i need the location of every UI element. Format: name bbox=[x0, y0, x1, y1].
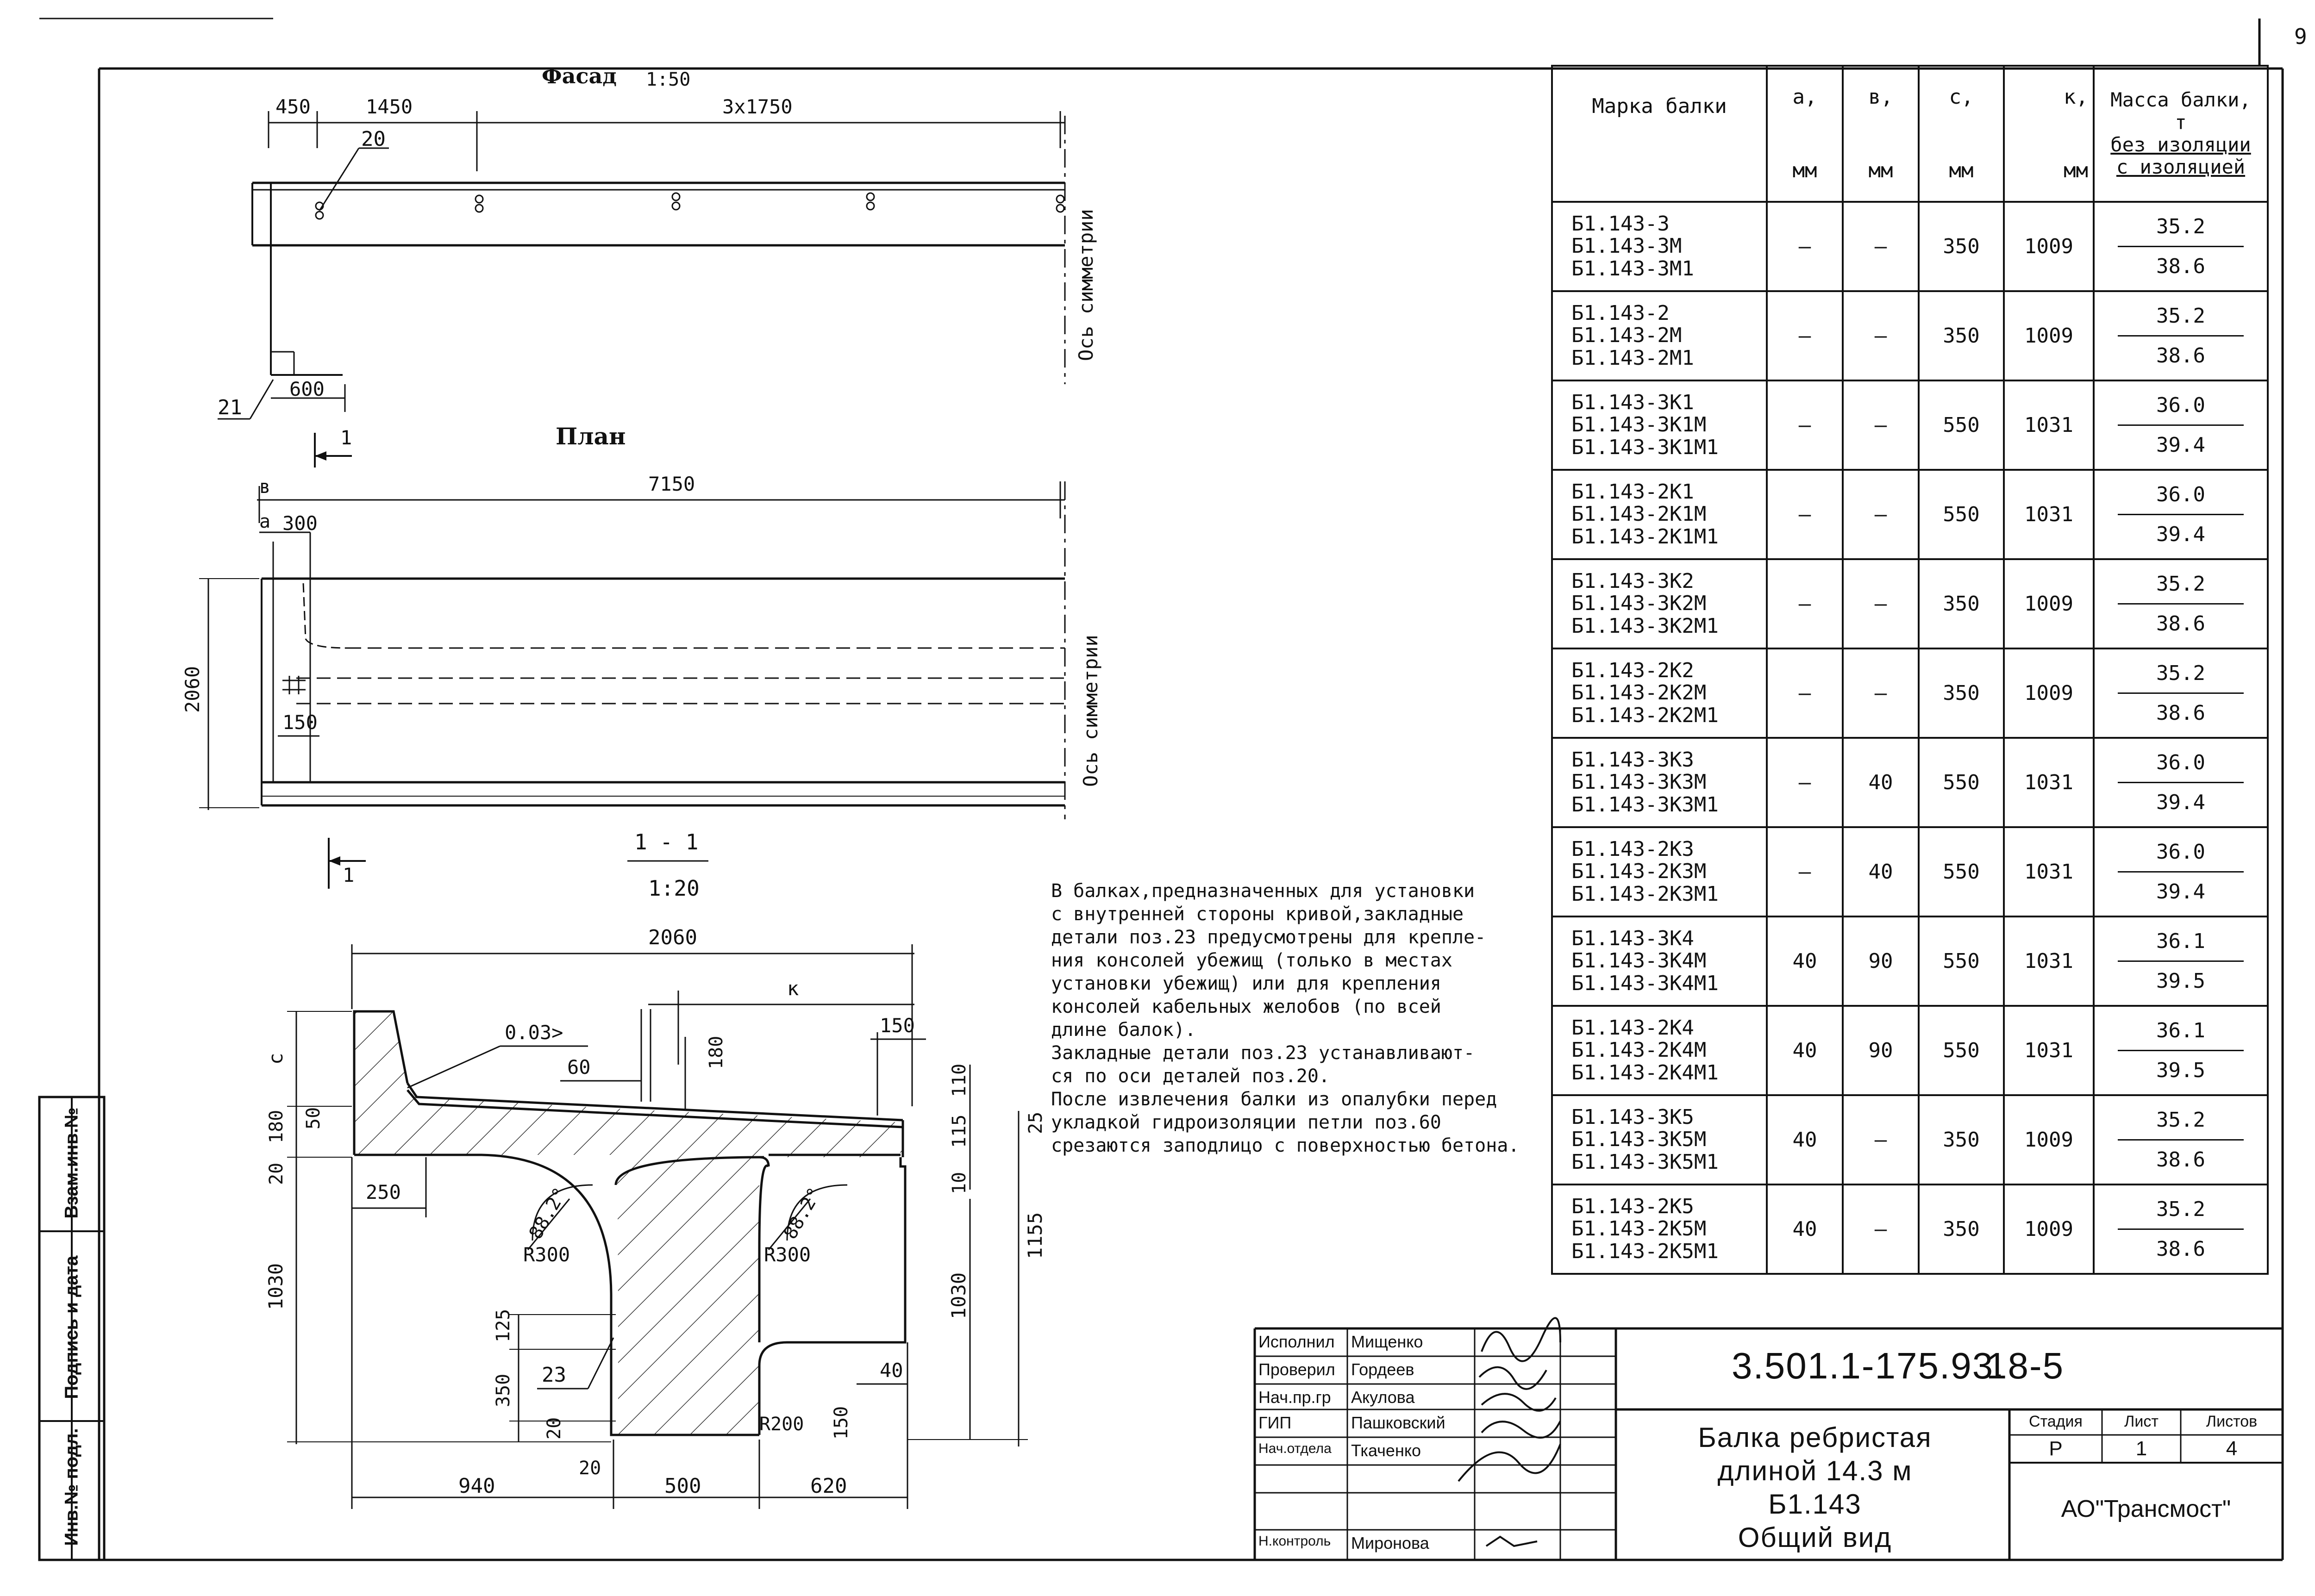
table-row bbox=[1552, 380, 2268, 470]
beam-mark: Б1.143-2М1 bbox=[1571, 346, 1694, 370]
cell-marks bbox=[1552, 291, 1767, 380]
beam-mark: Б1.143-3К3М1 bbox=[1571, 792, 1719, 817]
header-mark: Марка балки bbox=[1552, 66, 1767, 202]
table-row bbox=[1552, 291, 2268, 380]
tb-stage-label: Стадия bbox=[2029, 1413, 2083, 1430]
cell-c: 350 bbox=[1919, 648, 2004, 738]
facade-callout-20: 20 bbox=[361, 127, 386, 151]
mass-with-insulation: 38.6 bbox=[2156, 612, 2205, 636]
mass-without-insulation: 36.1 bbox=[2118, 929, 2244, 962]
tb-role-6: Н.контроль bbox=[1258, 1534, 1331, 1549]
beam-mark: Б1.143-2К3 bbox=[1571, 837, 1694, 861]
cell-mass bbox=[2094, 916, 2268, 1006]
section-dim-500: 500 bbox=[664, 1474, 701, 1498]
beam-mark: Б1.143-2К4М bbox=[1571, 1038, 1707, 1062]
beam-mark: Б1.143-2М bbox=[1571, 324, 1682, 348]
section-dim-125: 125 bbox=[493, 1309, 514, 1342]
header-mass-l3: без изоляции bbox=[2110, 133, 2251, 156]
cell-k: 1031 bbox=[2004, 380, 2094, 470]
cell-mass bbox=[2094, 1095, 2268, 1185]
section-radius-2: R300 bbox=[764, 1243, 811, 1266]
cell-b: — bbox=[1843, 1185, 1919, 1274]
section-dim-k: к bbox=[787, 977, 799, 1000]
header-a bbox=[1767, 66, 1843, 202]
header-a-label: а, bbox=[1792, 85, 1817, 109]
section-radius-200: R200 bbox=[759, 1414, 804, 1435]
tb-name-2: Акулова bbox=[1351, 1388, 1415, 1407]
cell-mass bbox=[2094, 202, 2268, 291]
cell-k: 1031 bbox=[2004, 470, 2094, 559]
tb-title-l4: Общий вид bbox=[1738, 1522, 1892, 1553]
cell-k: 1009 bbox=[2004, 648, 2094, 738]
header-mass-l4: с изоляцией bbox=[2116, 156, 2246, 179]
plan-section-mark: 1 bbox=[343, 864, 355, 886]
beam-mark: Б1.143-3К1М1 bbox=[1571, 435, 1719, 459]
beam-mark: Б1.143-3М1 bbox=[1571, 256, 1694, 281]
tb-role-3: ГИП bbox=[1258, 1413, 1292, 1432]
cell-b: — bbox=[1843, 559, 1919, 648]
tb-name-0: Мищенко bbox=[1351, 1332, 1423, 1351]
table-row bbox=[1552, 470, 2268, 559]
section-dim-180: 180 bbox=[706, 1035, 727, 1069]
cell-mass bbox=[2094, 738, 2268, 827]
cell-b: — bbox=[1843, 202, 1919, 291]
section-slope: 0.03> bbox=[505, 1021, 563, 1044]
tb-sheet-value: 1 bbox=[2135, 1437, 2147, 1460]
section-dim-1155: 1155 bbox=[1024, 1212, 1046, 1259]
table-row bbox=[1552, 202, 2268, 291]
tb-sheets-value: 4 bbox=[2226, 1437, 2238, 1460]
cell-b: 90 bbox=[1843, 1006, 1919, 1095]
facade-dim-600: 600 bbox=[289, 378, 325, 400]
beam-mark: Б1.143-3К4М bbox=[1571, 949, 1707, 973]
section-dim-20b: 20 bbox=[544, 1417, 565, 1440]
section-title: 1 - 1 bbox=[634, 829, 699, 854]
beam-mark: Б1.143-2К5М bbox=[1571, 1217, 1707, 1241]
beam-mark: Б1.143-3К5 bbox=[1571, 1105, 1694, 1129]
mass-with-insulation: 38.6 bbox=[2156, 701, 2205, 725]
section-scale: 1:20 bbox=[648, 876, 700, 901]
cell-c: 350 bbox=[1919, 1095, 2004, 1185]
plan-axis-label: Ось симметрии bbox=[1079, 635, 1102, 787]
mass-without-insulation: 35.2 bbox=[2118, 1197, 2244, 1230]
facade-axis-label: Ось симметрии bbox=[1075, 209, 1097, 361]
section-radius-1: R300 bbox=[523, 1243, 570, 1266]
cell-mass bbox=[2094, 470, 2268, 559]
plan-dim-b: в bbox=[259, 476, 271, 498]
cell-c: 350 bbox=[1919, 1185, 2004, 1274]
header-c bbox=[1919, 66, 2004, 202]
table-body bbox=[1552, 202, 2268, 1274]
beam-mark: Б1.143-3К5М1 bbox=[1571, 1150, 1719, 1174]
beam-mark: Б1.143-3К1 bbox=[1571, 390, 1694, 414]
facade-dim-1450: 1450 bbox=[366, 95, 413, 118]
cell-marks bbox=[1552, 1095, 1767, 1185]
section-angle-1: 88.2° bbox=[525, 1184, 571, 1243]
header-mass-l1: Масса балки, bbox=[2110, 88, 2251, 112]
mass-without-insulation: 36.0 bbox=[2118, 393, 2244, 426]
beam-mark: Б1.143-2К1М bbox=[1571, 502, 1707, 526]
cell-b: — bbox=[1843, 648, 1919, 738]
mass-without-insulation: 35.2 bbox=[2118, 1108, 2244, 1141]
cell-c: 550 bbox=[1919, 470, 2004, 559]
beam-mark: Б1.143-3 bbox=[1571, 212, 1670, 236]
beam-mark: Б1.143-2 bbox=[1571, 301, 1670, 325]
section-dim-25: 25 bbox=[1025, 1111, 1046, 1134]
mass-with-insulation: 38.6 bbox=[2156, 344, 2205, 368]
cell-marks bbox=[1552, 827, 1767, 916]
cell-a: — bbox=[1767, 738, 1843, 827]
signatures bbox=[1458, 1318, 1560, 1546]
section-dim-20: 20 bbox=[266, 1162, 287, 1185]
cell-c: 350 bbox=[1919, 202, 2004, 291]
mass-with-insulation: 38.6 bbox=[2156, 1148, 2205, 1172]
mass-without-insulation: 35.2 bbox=[2118, 661, 2244, 694]
beam-mark: Б1.143-3М bbox=[1571, 234, 1682, 258]
side-stamp-sign-date: Подпись и дата bbox=[61, 1255, 82, 1399]
cell-marks bbox=[1552, 738, 1767, 827]
cell-k: 1009 bbox=[2004, 291, 2094, 380]
cell-c: 550 bbox=[1919, 827, 2004, 916]
facade-dim-3x1750: 3x1750 bbox=[722, 95, 793, 118]
beam-mark: Б1.143-2К2 bbox=[1571, 658, 1694, 682]
plan-dim-2060: 2060 bbox=[181, 666, 204, 713]
beam-mark: Б1.143-3К4М1 bbox=[1571, 971, 1719, 995]
section-dim-1030a: 1030 bbox=[264, 1263, 287, 1310]
cell-a: 40 bbox=[1767, 916, 1843, 1006]
cell-marks bbox=[1552, 470, 1767, 559]
cell-a: 40 bbox=[1767, 1185, 1843, 1274]
section-dim-c: с bbox=[264, 1053, 287, 1065]
facade-section-mark: 1 bbox=[340, 426, 352, 449]
table-row bbox=[1552, 916, 2268, 1006]
header-b-unit: мм bbox=[1868, 159, 1893, 182]
cell-b: — bbox=[1843, 470, 1919, 559]
header-c-unit: мм bbox=[1949, 159, 1974, 182]
cell-marks bbox=[1552, 559, 1767, 648]
cell-mass bbox=[2094, 1006, 2268, 1095]
tb-name-3: Пашковский bbox=[1351, 1413, 1445, 1432]
tb-sheet-label: Лист bbox=[2124, 1413, 2159, 1430]
cell-k: 1031 bbox=[2004, 738, 2094, 827]
cell-a: — bbox=[1767, 380, 1843, 470]
section-dim-940: 940 bbox=[458, 1474, 495, 1498]
beam-mark: Б1.143-3К3 bbox=[1571, 748, 1694, 772]
section-dim-620: 620 bbox=[810, 1474, 847, 1498]
cell-marks bbox=[1552, 1185, 1767, 1274]
cell-k: 1031 bbox=[2004, 1006, 2094, 1095]
facade-callout-21: 21 bbox=[218, 396, 242, 419]
table-row bbox=[1552, 1095, 2268, 1185]
section-dim-150: 150 bbox=[880, 1014, 915, 1037]
tb-name-4: Ткаченко bbox=[1351, 1441, 1421, 1460]
section-dim-180b: 180 bbox=[266, 1110, 287, 1143]
section-angle-2: 88.2° bbox=[779, 1184, 826, 1243]
section-view bbox=[264, 829, 1046, 1509]
cell-c: 550 bbox=[1919, 916, 2004, 1006]
section-dim-10: 10 bbox=[949, 1172, 970, 1194]
tb-doc-code: 3.501.1-175.93. bbox=[1732, 1345, 2005, 1386]
plan-dim-7150: 7150 bbox=[648, 473, 695, 495]
table-row bbox=[1552, 648, 2268, 738]
facade-title: Фасад bbox=[542, 63, 617, 88]
cell-mass bbox=[2094, 827, 2268, 916]
mass-without-insulation: 36.0 bbox=[2118, 840, 2244, 873]
tb-role-2: Нач.пр.гр bbox=[1258, 1388, 1331, 1407]
beam-mark: Б1.143-2К4 bbox=[1571, 1016, 1694, 1040]
table-row bbox=[1552, 559, 2268, 648]
cell-a: — bbox=[1767, 470, 1843, 559]
cell-mass bbox=[2094, 380, 2268, 470]
cell-a: — bbox=[1767, 648, 1843, 738]
section-dim-1030b: 1030 bbox=[947, 1272, 970, 1319]
section-dim-350: 350 bbox=[493, 1373, 514, 1407]
cell-a: 40 bbox=[1767, 1006, 1843, 1095]
cell-c: 550 bbox=[1919, 1006, 2004, 1095]
cell-mass bbox=[2094, 648, 2268, 738]
tb-title-l1: Балка ребристая bbox=[1698, 1422, 1932, 1453]
header-mass-l2: т bbox=[2175, 111, 2187, 134]
mass-with-insulation: 39.5 bbox=[2156, 1059, 2205, 1082]
cell-k: 1009 bbox=[2004, 1185, 2094, 1274]
cell-a: 40 bbox=[1767, 1095, 1843, 1185]
section-dim-250: 250 bbox=[366, 1181, 401, 1203]
cell-a: — bbox=[1767, 559, 1843, 648]
cell-mass bbox=[2094, 559, 2268, 648]
mass-without-insulation: 35.2 bbox=[2118, 572, 2244, 605]
beam-mark: Б1.143-3К2 bbox=[1571, 569, 1694, 593]
tb-role-1: Проверил bbox=[1258, 1360, 1335, 1379]
header-b bbox=[1843, 66, 1919, 202]
mass-without-insulation: 36.0 bbox=[2118, 483, 2244, 515]
beam-mark: Б1.143-2К5М1 bbox=[1571, 1239, 1719, 1263]
header-mass bbox=[2094, 66, 2268, 202]
beam-mark: Б1.143-2К2М bbox=[1571, 681, 1707, 705]
plan-dim-150: 150 bbox=[282, 711, 318, 734]
mass-without-insulation: 36.1 bbox=[2118, 1019, 2244, 1051]
cell-k: 1009 bbox=[2004, 202, 2094, 291]
cell-c: 550 bbox=[1919, 738, 2004, 827]
header-k-label: к, bbox=[2064, 85, 2088, 109]
section-dim-20c: 20 bbox=[579, 1458, 601, 1479]
cell-a: — bbox=[1767, 827, 1843, 916]
beam-mark: Б1.143-3К1М bbox=[1571, 413, 1707, 437]
cell-mass bbox=[2094, 1185, 2268, 1274]
table-row bbox=[1552, 1006, 2268, 1095]
cell-k: 1031 bbox=[2004, 827, 2094, 916]
side-stamp-inv-podl: Инв.№ подл. bbox=[61, 1428, 82, 1546]
mass-without-insulation: 35.2 bbox=[2118, 215, 2244, 247]
beam-mark: Б1.143-3К3М bbox=[1571, 770, 1707, 794]
notes-text: В балках,предназначенных для установки с внутренней стороны кривой,закладные детали поз.23 предусмотрены для крепле- ния консолей убежищ (только в местах установки убежищ) или для крепления консолей кабельных желобов (по всей длине балок). Закладные детали поз.23 устанавливают- ся по оси деталей поз.20. После извлечения балки из опалубки перед укладкой гидроизоляции петли поз.60 срезаются заподлицо с поверхностью бетона. bbox=[1051, 880, 1520, 1156]
beam-mark: Б1.143-2К4М1 bbox=[1571, 1060, 1719, 1085]
beam-mark: Б1.143-2К5 bbox=[1571, 1194, 1694, 1218]
cell-b: 90 bbox=[1843, 916, 1919, 1006]
table-row bbox=[1552, 738, 2268, 827]
cell-b: — bbox=[1843, 380, 1919, 470]
section-dim-60: 60 bbox=[567, 1056, 591, 1079]
beam-mark: Б1.143-3К2М1 bbox=[1571, 614, 1719, 638]
mass-with-insulation: 39.4 bbox=[2156, 523, 2205, 546]
tb-role-0: Исполнил bbox=[1258, 1332, 1335, 1351]
cell-marks bbox=[1552, 916, 1767, 1006]
tb-sheets-label: Листов bbox=[2206, 1413, 2258, 1430]
tb-name-6: Миронова bbox=[1351, 1534, 1429, 1552]
tb-organization: АО"Трансмост" bbox=[2061, 1496, 2231, 1522]
page-number: 9 bbox=[2294, 24, 2307, 49]
cell-marks bbox=[1552, 648, 1767, 738]
section-dim-115: 115 bbox=[949, 1114, 970, 1148]
cell-marks bbox=[1552, 202, 1767, 291]
cell-k: 1009 bbox=[2004, 1095, 2094, 1185]
header-a-unit: мм bbox=[1792, 159, 1817, 182]
facade-scale: 1:50 bbox=[646, 69, 691, 90]
table-row bbox=[1552, 1185, 2268, 1274]
plan-dim-300: 300 bbox=[282, 512, 318, 535]
beam-mark: Б1.143-3К4 bbox=[1571, 926, 1694, 950]
mass-with-insulation: 39.4 bbox=[2156, 791, 2205, 814]
header-c-label: с, bbox=[1949, 85, 1974, 109]
table-row bbox=[1552, 827, 2268, 916]
tb-sheet-code: 18-5 bbox=[1986, 1345, 2065, 1386]
mass-with-insulation: 39.5 bbox=[2156, 969, 2205, 993]
beam-mark: Б1.143-2К1 bbox=[1571, 480, 1694, 504]
section-dim-40: 40 bbox=[880, 1359, 903, 1382]
plan-view bbox=[181, 423, 1102, 889]
mass-with-insulation: 38.6 bbox=[2156, 1237, 2205, 1261]
beam-mark: Б1.143-2К2М1 bbox=[1571, 703, 1719, 727]
tb-title-l2: длиной 14.3 м bbox=[1717, 1455, 1913, 1486]
mass-without-insulation: 36.0 bbox=[2118, 751, 2244, 783]
plan-dim-a: а bbox=[259, 511, 271, 532]
cell-k: 1031 bbox=[2004, 916, 2094, 1006]
cell-mass bbox=[2094, 291, 2268, 380]
tb-role-4: Нач.отдела bbox=[1258, 1441, 1332, 1456]
beam-mark: Б1.143-2К3М1 bbox=[1571, 882, 1719, 906]
cell-b: 40 bbox=[1843, 738, 1919, 827]
section-dim-50: 50 bbox=[303, 1107, 324, 1129]
mass-with-insulation: 39.4 bbox=[2156, 433, 2205, 457]
side-stamp-vzam: Взам.инв.№ bbox=[61, 1107, 82, 1219]
section-callout-23: 23 bbox=[542, 1363, 566, 1387]
beam-mark: Б1.143-3К5М bbox=[1571, 1128, 1707, 1152]
mass-without-insulation: 35.2 bbox=[2118, 304, 2244, 337]
facade-dim-450: 450 bbox=[275, 95, 311, 118]
header-k-unit: мм bbox=[2064, 159, 2088, 182]
facade-view bbox=[218, 63, 1097, 468]
cell-marks bbox=[1552, 1006, 1767, 1095]
section-dim-2060: 2060 bbox=[648, 926, 697, 949]
cell-b: — bbox=[1843, 1095, 1919, 1185]
cell-c: 350 bbox=[1919, 291, 2004, 380]
tb-title-l3: Б1.143 bbox=[1768, 1489, 1862, 1520]
table-header-row bbox=[1552, 66, 2268, 202]
section-dim-110: 110 bbox=[949, 1063, 970, 1097]
cell-k: 1009 bbox=[2004, 559, 2094, 648]
beam-mark: Б1.143-2К1М1 bbox=[1571, 524, 1719, 549]
cell-a: — bbox=[1767, 202, 1843, 291]
cell-c: 350 bbox=[1919, 559, 2004, 648]
header-k bbox=[2004, 66, 2094, 202]
beam-mark: Б1.143-2К3М bbox=[1571, 860, 1707, 884]
cell-marks bbox=[1552, 380, 1767, 470]
cell-b: — bbox=[1843, 291, 1919, 380]
header-b-label: в, bbox=[1868, 85, 1893, 109]
beam-spec-table bbox=[1551, 65, 2269, 1275]
tb-stage-value: Р bbox=[2049, 1437, 2063, 1460]
cell-b: 40 bbox=[1843, 827, 1919, 916]
tb-name-1: Гордеев bbox=[1351, 1360, 1414, 1379]
cell-a: — bbox=[1767, 291, 1843, 380]
cell-c: 550 bbox=[1919, 380, 2004, 470]
section-dim-150b: 150 bbox=[831, 1406, 852, 1440]
plan-title: План bbox=[556, 423, 626, 450]
mass-with-insulation: 38.6 bbox=[2156, 255, 2205, 278]
mass-with-insulation: 39.4 bbox=[2156, 880, 2205, 904]
beam-mark: Б1.143-3К2М bbox=[1571, 592, 1707, 616]
